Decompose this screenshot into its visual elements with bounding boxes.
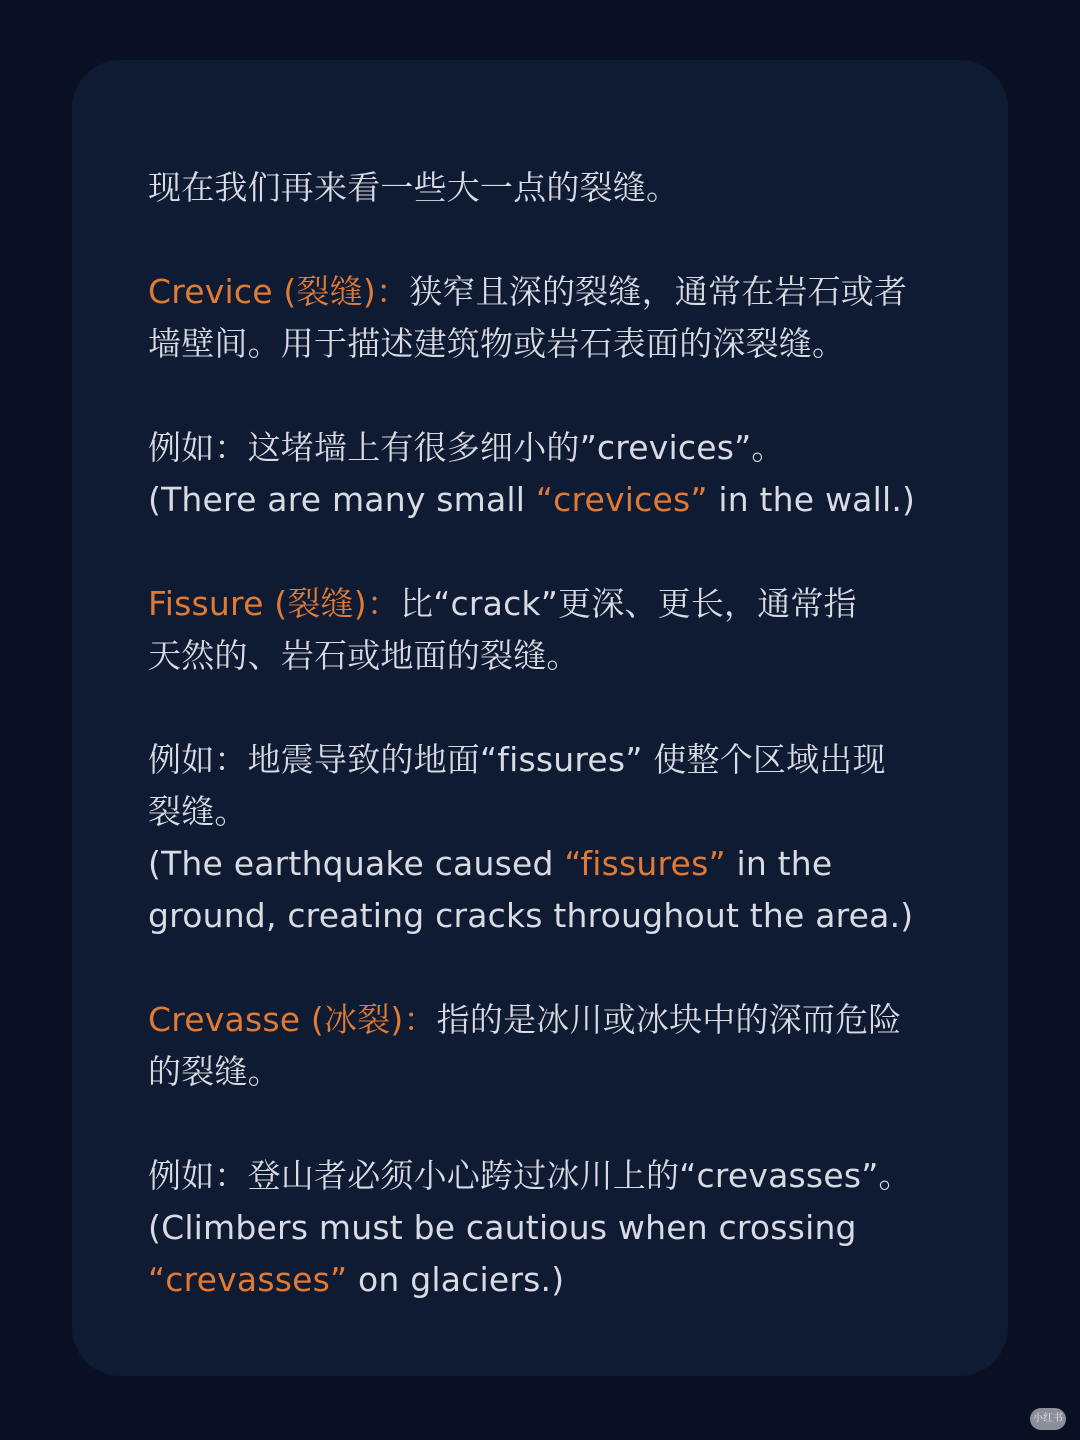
- crevice-example-en-post: in the wall.): [707, 480, 916, 519]
- fissure-term: Fissure (裂缝): [148, 584, 367, 623]
- fissure-example-en-post: in the: [725, 844, 833, 883]
- crevasse-example-en-post: on glaciers.): [347, 1260, 565, 1299]
- crevasse-definition: [148, 994, 978, 1046]
- crevasse-def-line2: 的裂缝。: [148, 1052, 281, 1091]
- crevasse-def-line1: 指的是冰川或冰块中的深而危险: [436, 1000, 902, 1039]
- fissure-example-word: “fissures”: [564, 844, 726, 883]
- crevice-example-word: “crevices”: [535, 480, 708, 519]
- crevice-example-en: [148, 474, 978, 526]
- crevice-def-line1: 狭窄且深的裂缝，通常在岩石或者: [409, 272, 908, 311]
- fissure-definition: [148, 578, 978, 630]
- crevice-term: Crevice (裂缝): [148, 272, 376, 311]
- crevice-definition: [148, 266, 978, 318]
- fissure-def-line2: 天然的、岩石或地面的裂缝。: [148, 636, 580, 675]
- crevasse-example-en-line1: (Climbers must be cautious when crossing: [148, 1208, 857, 1247]
- fissure-example-cn-line1: 例如：地震导致的地面“fissures” 使整个区域出现: [148, 740, 886, 779]
- spacer: [148, 370, 978, 422]
- crevasse-term: Crevasse (冰裂): [148, 1000, 404, 1039]
- crevice-def-line2: 墙壁间。用于描述建筑物或岩石表面的深裂缝。: [148, 324, 846, 363]
- crevasse-example-en-line2: [148, 1254, 978, 1306]
- spacer: [148, 1098, 978, 1150]
- crevice-example-cn: 例如：这堵墙上有很多细小的”crevices”。: [148, 428, 785, 467]
- fissure-example-cn-line2: 裂缝。: [148, 792, 248, 831]
- article-body: [148, 162, 978, 1306]
- spacer: [148, 214, 978, 266]
- crevice-example-en-pre: (There are many small: [148, 480, 536, 519]
- fissure-example-en: [148, 838, 978, 890]
- crevasse-colon: ：: [403, 1000, 437, 1039]
- fissure-example-en-pre: (The earthquake caused: [148, 844, 565, 883]
- spacer: [148, 682, 978, 734]
- fissure-colon: ：: [366, 584, 401, 623]
- intro-text: 现在我们再来看一些大一点的裂缝。: [148, 168, 680, 207]
- spacer: [148, 942, 978, 994]
- watermark-badge: 小红书: [1030, 1408, 1066, 1430]
- fissure-def-line1: 比“crack”更深、更长，通常指: [400, 584, 857, 623]
- spacer: [148, 526, 978, 578]
- fissure-example-en-line2: ground, creating cracks throughout the area.): [148, 896, 914, 935]
- crevice-colon: ：: [375, 272, 410, 311]
- crevasse-example-word: “crevasses”: [148, 1260, 348, 1299]
- crevasse-example-cn: 例如：登山者必须小心跨过冰川上的“crevasses”。: [148, 1156, 912, 1195]
